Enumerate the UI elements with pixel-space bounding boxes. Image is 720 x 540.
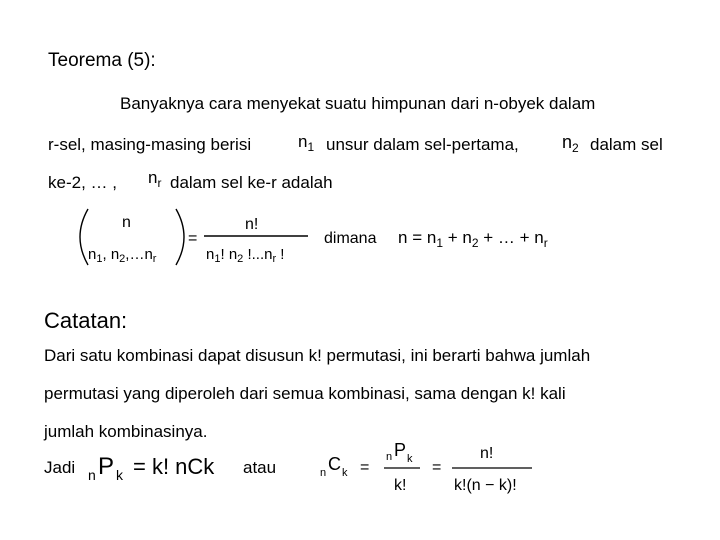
- svg-text:n: n: [386, 451, 393, 463]
- theorem-line-3b: dalam sel ke-r adalah: [170, 173, 333, 192]
- rhs-numerator: n!: [245, 216, 259, 233]
- svg-text:C: C: [328, 454, 341, 474]
- perm-rhs: = k! nCk: [133, 454, 215, 479]
- theorem-line-1: Banyaknya cara menyekat suatu himpunan dari n-obyek dalam: [120, 94, 596, 113]
- rhs-denominator: $n_1$! $n_2$ $!...n_r$ !: [206, 246, 285, 265]
- multi-top: n: [122, 214, 131, 231]
- theorem-title: Teorema (5):: [48, 50, 156, 71]
- comb-fact-den: k!(n − k)!: [454, 477, 517, 494]
- svg-text:=: =: [432, 459, 442, 476]
- svg-text:k: k: [342, 467, 348, 479]
- note-line-1: Dari satu kombinasi dapat disusun k! permutasi, ini berarti bahwa jumlah: [44, 346, 591, 365]
- atau-label: atau: [243, 458, 277, 477]
- right-paren: [176, 209, 184, 265]
- symbol-nr: $n_r$: [148, 168, 162, 190]
- dimana-label: dimana: [324, 230, 377, 247]
- jadi-label: Jadi: [44, 458, 76, 477]
- svg-text:n: n: [320, 467, 327, 479]
- symbol-n1: $n_1$: [298, 132, 315, 154]
- svg-text:=: =: [360, 459, 370, 476]
- svg-text:k: k: [407, 453, 413, 465]
- multi-bottom: $n_1$, $n_2,\dots n_r$: [88, 246, 157, 265]
- theorem-line-2a: r-sel, masing-masing berisi: [48, 135, 252, 154]
- theorem-line-3a: ke-2, … ,: [48, 173, 117, 192]
- note-title: Catatan:: [44, 308, 128, 333]
- svg-text:n: n: [88, 467, 96, 483]
- symbol-n2: $n_2$: [562, 132, 579, 155]
- comb-fact-num: n!: [480, 445, 494, 462]
- multinomial-formula: [70, 205, 590, 269]
- svg-text:P: P: [394, 440, 407, 460]
- comb-frac-den: k!: [394, 477, 407, 494]
- permutation-formula: [88, 448, 238, 488]
- combination-formula: [320, 440, 540, 496]
- sum-equation: $n = n_1 + n_2$ + … + $n_r$: [398, 228, 548, 250]
- svg-text:k: k: [116, 467, 123, 483]
- theorem-line-2c: dalam sel: [590, 135, 663, 154]
- equals-sign: =: [188, 230, 198, 247]
- note-line-2: permutasi yang diperoleh dari semua kombinasi, sama dengan k! kali: [44, 384, 566, 403]
- theorem-line-2b: unsur dalam sel-pertama,: [326, 135, 519, 154]
- perm-P: P: [98, 453, 115, 480]
- left-paren: [80, 209, 88, 265]
- note-line-3: jumlah kombinasinya.: [44, 422, 208, 441]
